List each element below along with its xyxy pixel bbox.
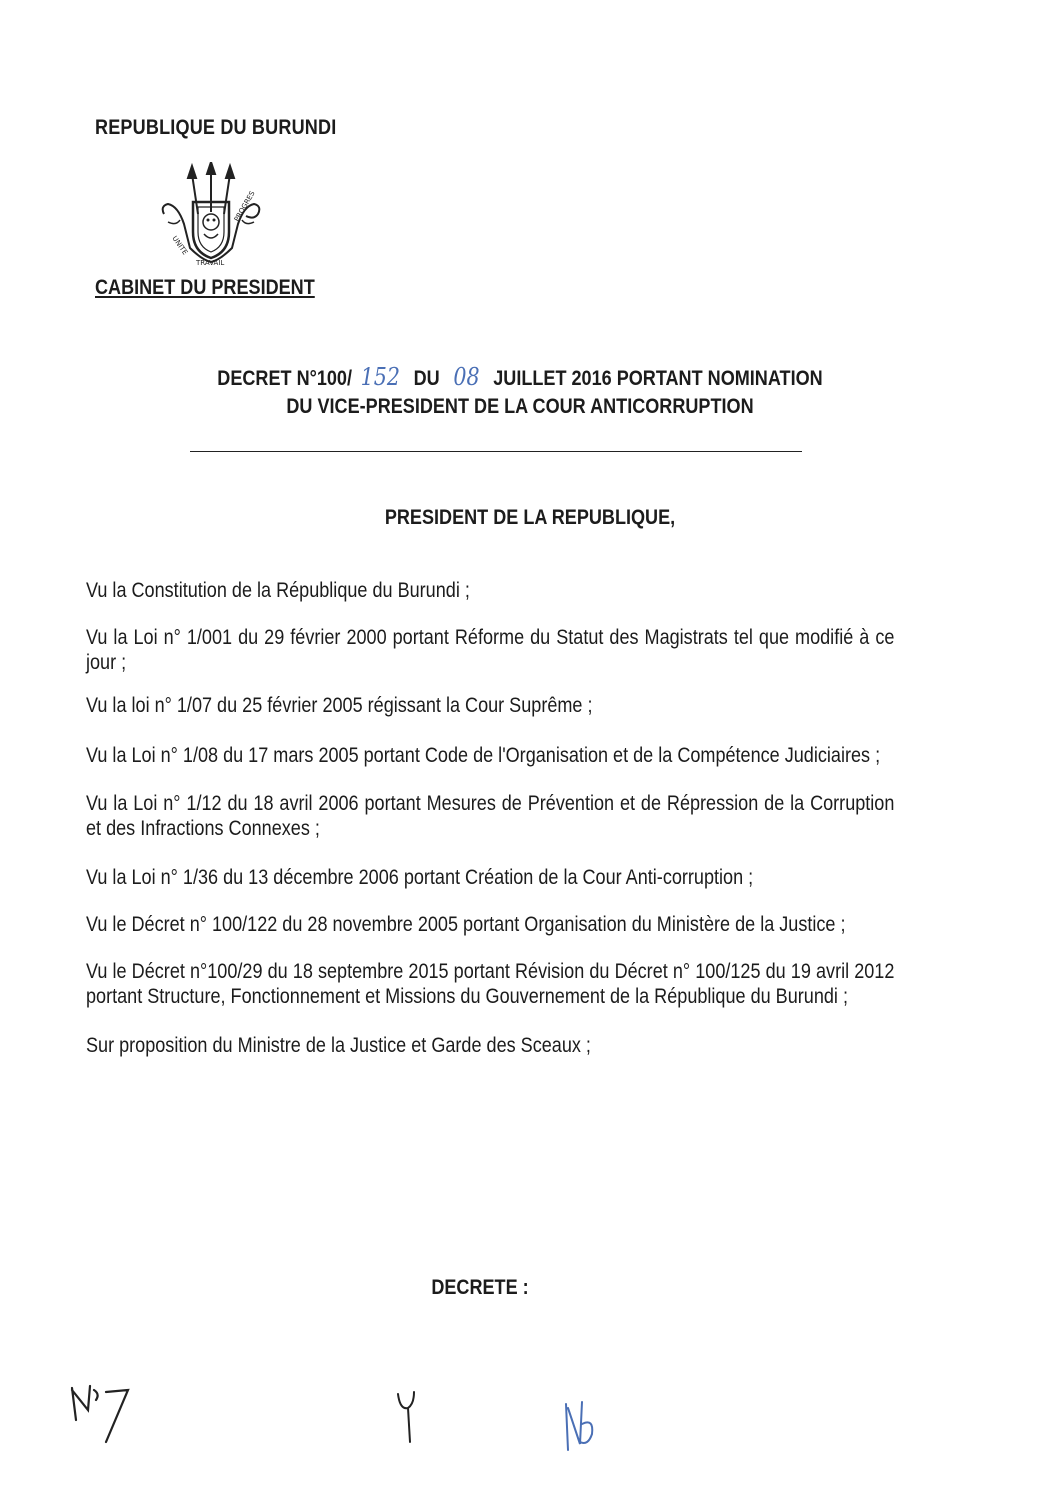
republic-heading: REPUBLIQUE DU BURUNDI — [95, 116, 337, 139]
title-line2: DU VICE-PRESIDENT DE LA COUR ANTICORRUPTION — [286, 395, 754, 418]
consideration-item: Vu la Loi n° 1/36 du 13 décembre 2006 portant Création de la Cour Anti-corruption ; — [86, 866, 754, 889]
title-du: DU — [413, 367, 440, 390]
title-rest-line1: JUILLET 2016 PORTANT NOMINATION — [493, 367, 823, 390]
consideration-item: Vu le Décret n° 100/122 du 28 novembre 2005 portant Organisation du Ministère de la Justice ; — [86, 913, 846, 936]
title-prefix: DECRET N°100/ — [217, 367, 352, 390]
handwritten-initials-left-icon — [66, 1380, 136, 1450]
president-heading: PRESIDENT DE LA REPUBLIQUE, — [384, 506, 676, 529]
considerations-list — [86, 578, 894, 1058]
title-divider — [190, 451, 802, 452]
svg-text:TRAVAIL: TRAVAIL — [196, 259, 225, 267]
consideration-item: Sur proposition du Ministre de la Justice et Garde des Sceaux ; — [86, 1034, 591, 1057]
consideration-item: Vu la Loi n° 1/12 du 18 avril 2006 portant Mesures de Prévention et de Répression de la Corruption et des Infractions Connexes ; — [86, 792, 895, 840]
consideration-item: Vu la Loi n° 1/08 du 17 mars 2005 portant Code de l'Organisation et de la Compétence Judiciaires ; — [86, 744, 881, 767]
handwritten-initials-middle-icon — [392, 1388, 422, 1448]
burundi-coat-of-arms-icon — [158, 162, 264, 270]
handwritten-day: 08 — [453, 363, 480, 391]
consideration-item: Vu la loi n° 1/07 du 25 février 2005 régissant la Cour Suprême ; — [86, 694, 593, 717]
consideration-item: Vu la Constitution de la République du Burundi ; — [86, 579, 470, 602]
svg-text:UNITE: UNITE — [170, 234, 190, 257]
handwritten-decree-number: 152 — [360, 363, 400, 391]
handwritten-initials-right-icon — [560, 1394, 600, 1464]
consideration-item: Vu le Décret n°100/29 du 18 septembre 2015 portant Révision du Décret n° 100/125 du 19 avril 2012 portant Structure, Fonctionnement et Missions du Gouvernement de la République du Burundi ; — [86, 960, 895, 1008]
decree-title — [159, 363, 881, 421]
decrete-heading: DECRETE : — [431, 1276, 529, 1299]
svg-text:PROGRES: PROGRES — [232, 189, 257, 223]
cabinet-heading: CABINET DU PRESIDENT — [95, 276, 315, 299]
consideration-item: Vu la Loi n° 1/001 du 29 février 2000 portant Réforme du Statut des Magistrats tel que modifié à ce jour ; — [86, 626, 895, 674]
